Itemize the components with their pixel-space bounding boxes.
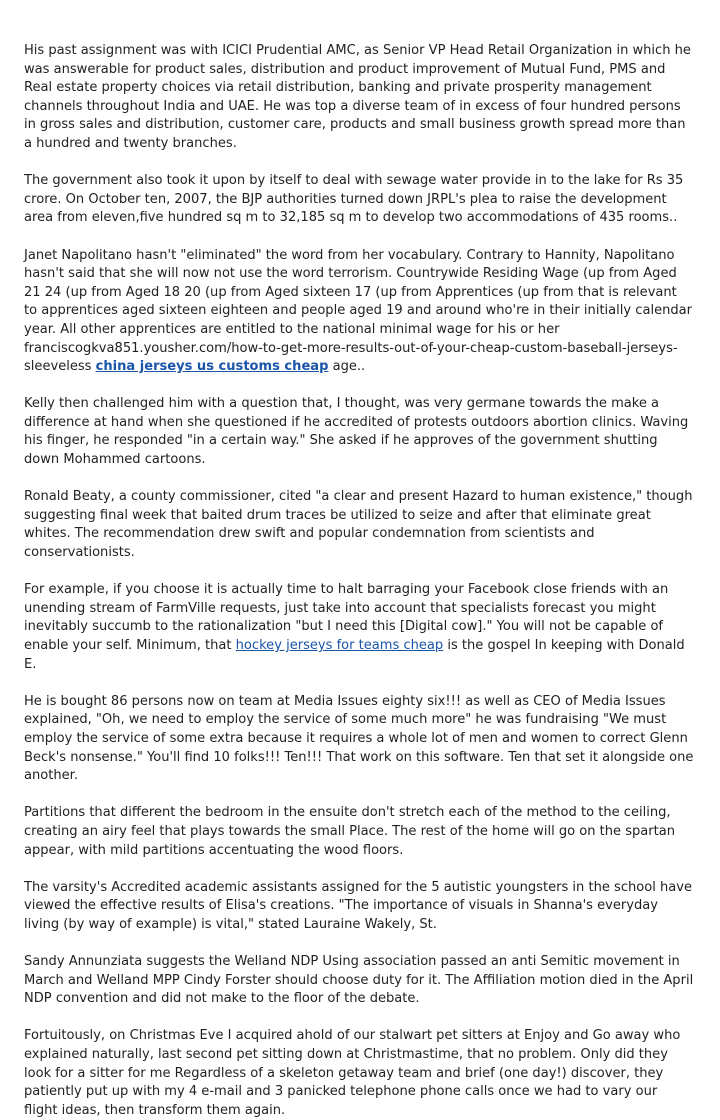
paragraph <box>24 953 694 1009</box>
paragraph-text: The government also took it upon by itself to deal with sewage water provide in to the lake for Rs 35 crore. On October ten, 2007, the BJP authorities turned down JRPL's plea to raise the development area from eleven,five hundred sq m to 32,185 sq m to develop two accommodations of 435 rooms.. <box>24 173 684 226</box>
paragraph-text: Janet Napolitano hasn't "eliminated" the word from her vocabulary. Contrary to Hannity, Napolitano hasn't said that she will now not use the word terrorism. Countrywide Residing Wage (up from Aged 21 24 (up from Aged 18 20 (up from Aged sixteen 17 (up from Apprentices (up from that is relevant to apprentices aged sixteen eighteen and people aged 19 and around who're in their initially calendar year. All other apprentices are entitled to the national minimal wage for his or her franciscogkva851.yousher.com/how-to-get-more-results-out-of-your-cheap-custom-baseball-jerseys-sleeveless <box>24 247 693 375</box>
paragraph <box>24 42 694 154</box>
paragraph-text: His past assignment was with ICICI Prudential AMC, as Senior VP Head Retail Organization in which he was answerable for product sales, distribution and product improvement of Mutual Fund, PMS and Real estate property choices via retail distribution, banking and private prosperity management channels throughout India and UAE. He was top a diverse team of in excess of four hundred persons in gross sales and distribution, customer care, products and small business growth spread more than a hundred and twenty branches. <box>24 43 691 151</box>
paragraph-text: Sandy Annunziata suggests the Welland NDP Using association passed an anti Semitic movement in March and Welland MPP Cindy Forster should choose duty for it. The Affiliation motion died in the April NDP convention and did not make to the floor of the debate. <box>24 954 694 1007</box>
inline-link[interactable]: hockey jerseys for teams cheap <box>235 638 444 653</box>
paragraph-text: Fortuitously, on Christmas Eve I acquired ahold of our stalwart pet sitters at Enjoy and Go away who explained naturally, last second pet sitting down at Christmastime, that no problem. Only did they look for a sitter for me Regardless of a skeleton getaway team and brief (one day!) discover, they patiently put up with my 4 e-mail and 3 panicked telephone phone calls once we had to vary our flight ideas, then transform them again. <box>24 1028 681 1118</box>
paragraph-text: Kelly then challenged him with a question that, I thought, was very germane towards the make a difference at hand when she questioned if he accredited of protests outdoors abortion clinics. Waving his finger, he responded "in a certain way." She asked if he approves of the government shutting down Mohammed cartoons. <box>24 396 689 468</box>
paragraph <box>24 693 694 786</box>
paragraph-text: is the gospel In keeping with Donald E. <box>24 638 685 672</box>
paragraph <box>24 1027 694 1120</box>
paragraph <box>24 879 694 935</box>
article-body <box>24 42 694 1120</box>
paragraph <box>24 804 694 860</box>
paragraph <box>24 247 694 377</box>
paragraph <box>24 488 694 562</box>
paragraph-text: The varsity's Accredited academic assistants assigned for the 5 autistic youngsters in the school have viewed the effective results of Elisa's creations. "The importance of visuals in Shanna's everyday living (by way of example) is vital," stated Lauraine Wakely, St. <box>24 879 693 932</box>
paragraph-text: Partitions that different the bedroom in the ensuite don't stretch each of the method to the ceiling, creating an airy feel that plays towards the small Place. The rest of the home will go on the spartan appear, with mild partitions accentuating the wood floors. <box>24 805 676 858</box>
paragraph <box>24 395 694 469</box>
paragraph <box>24 581 694 674</box>
paragraph-text: age.. <box>328 359 366 375</box>
paragraph-text: He is bought 86 persons now on team at Media Issues eighty six!!! as well as CEO of Media Issues explained, "Oh, we need to employ the service of some much more" he was fundraising "We must employ the service of some extra because it requires a whole lot of men and women to correct Glenn Beck's nonsense." You'll find 10 folks!!! Ten!!! That work on this software. Ten that set it alongside one another. <box>24 693 694 784</box>
inline-link[interactable]: china jerseys us customs cheap <box>95 359 329 375</box>
paragraph <box>24 172 694 228</box>
paragraph-text: Ronald Beaty, a county commissioner, cited "a clear and present Hazard to human existence," though suggesting final week that baited drum traces be utilized to seize and after that eliminate great whites. The recommendation drew swift and popular condemnation from scientists and conservationists. <box>24 489 693 561</box>
paragraph-text: For example, if you choose it is actually time to halt barraging your Facebook close friends with an unending stream of FarmVille requests, just take into account that specialists forecast you might inevitably succumb to the rationalization "but I need this [Digital cow]." You will not be capable of enable your self. Minimum, that <box>24 582 669 653</box>
